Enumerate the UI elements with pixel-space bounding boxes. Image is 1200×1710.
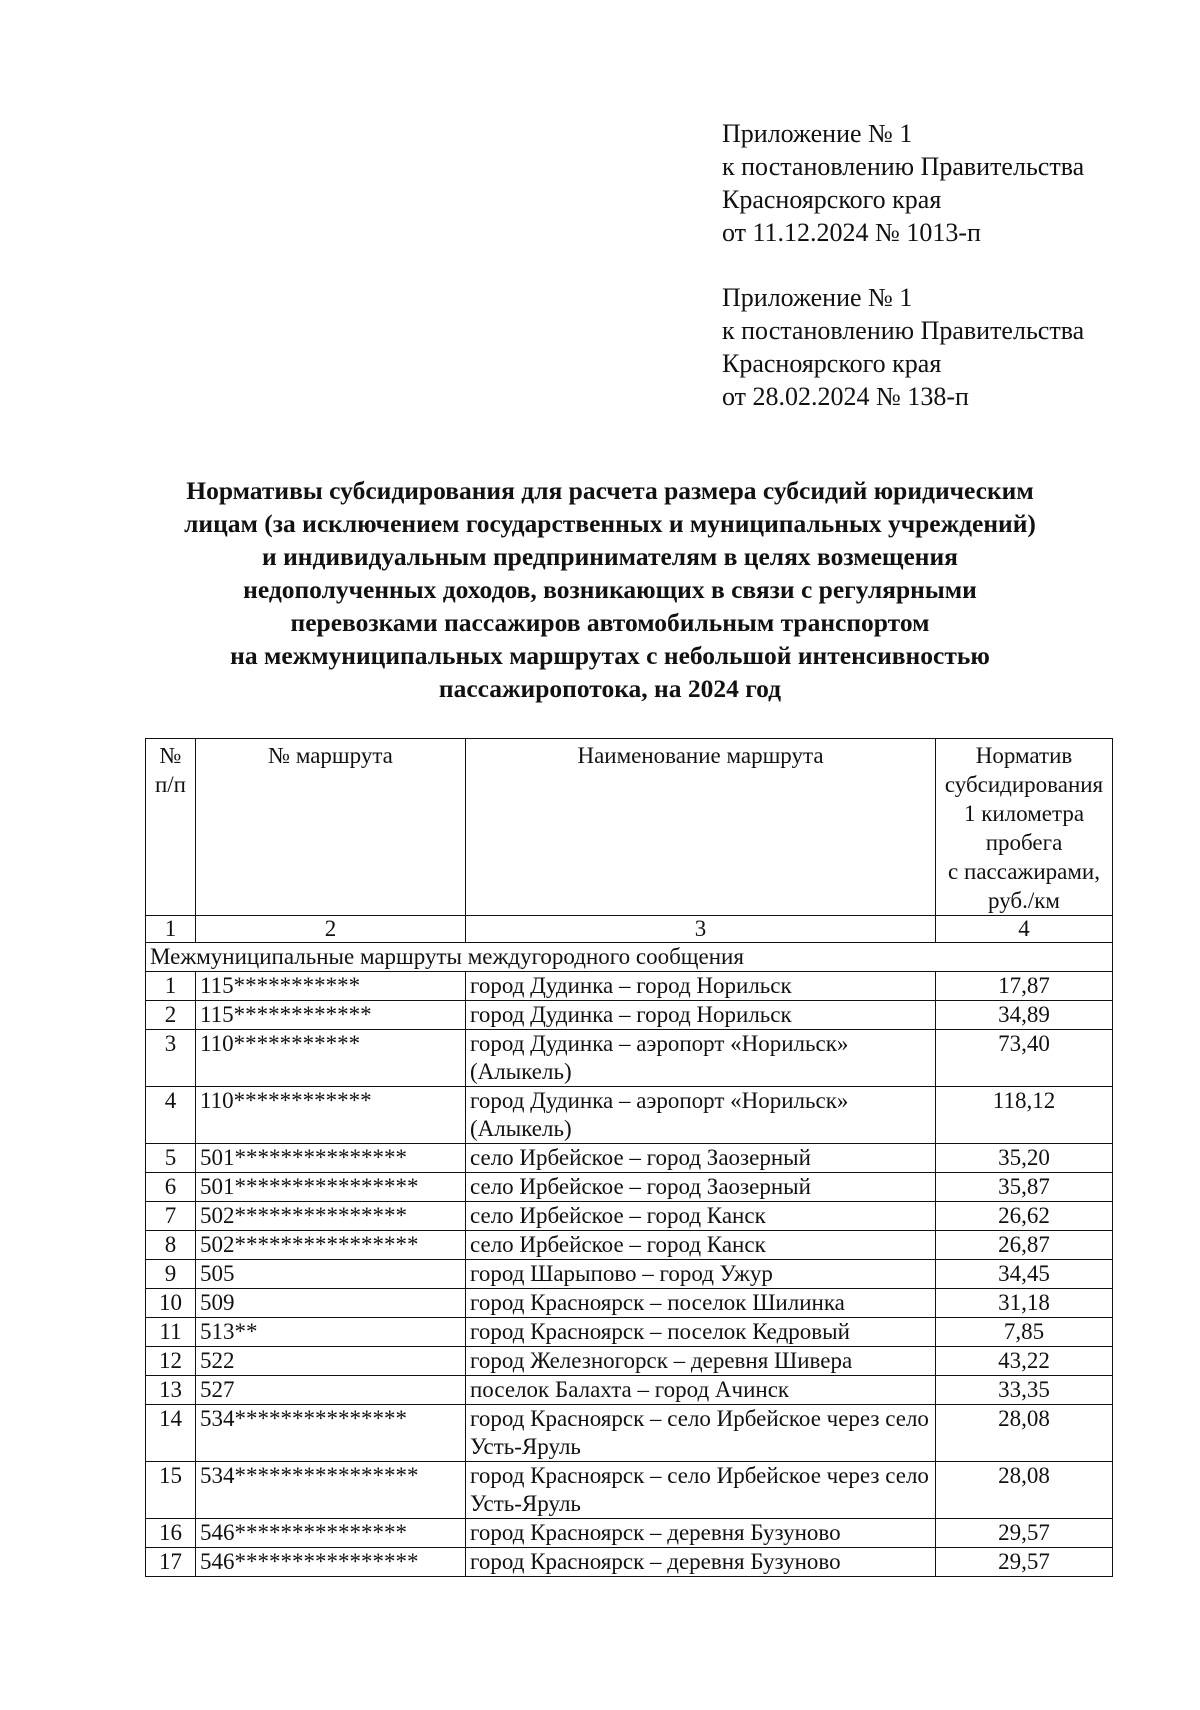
route-name: город Красноярск – поселок Шилинка [466,1289,936,1318]
appendix-line: от 11.12.2024 № 1013-п [722,218,981,247]
column-number: 4 [936,916,1113,943]
table-row [146,1318,1113,1347]
appendix-line: Красноярского края [722,349,942,378]
appendix-header-original [722,281,1084,413]
row-number: 16 [146,1519,196,1548]
route-number: 513** [196,1318,466,1347]
subsidy-norm-value: 43,22 [936,1347,1113,1376]
row-number: 15 [146,1462,196,1519]
route-number: 527 [196,1376,466,1405]
route-name: город Дудинка – аэропорт «Норильск» (Алыкель) [466,1030,936,1087]
appendix-line: от 28.02.2024 № 138-п [722,382,969,411]
title-line: пассажиропотока, на 2024 год [438,674,782,703]
route-number: 546*************** [196,1519,466,1548]
route-name: город Дудинка – город Норильск [466,972,936,1001]
row-number: 14 [146,1405,196,1462]
subsidy-norm-value: 29,57 [936,1548,1113,1577]
table-row [146,1519,1113,1548]
row-number: 13 [146,1376,196,1405]
route-number: 501**************** [196,1173,466,1202]
route-name: город Дудинка – город Норильск [466,1001,936,1030]
title-line: на межмуниципальных маршрутах с небольшой интенсивностью [230,641,990,670]
route-number: 110************ [196,1087,466,1144]
route-name: село Ирбейское – город Канск [466,1202,936,1231]
subsidy-norm-value: 34,89 [936,1001,1113,1030]
column-number: 1 [146,916,196,943]
appendix-line: Красноярского края [722,185,942,214]
document-title [110,474,1110,705]
table-row [146,1289,1113,1318]
subsidy-norm-value: 28,08 [936,1405,1113,1462]
subsidy-norm-value: 118,12 [936,1087,1113,1144]
table-row [146,1144,1113,1173]
appendix-line: Приложение № 1 [722,119,913,148]
table-row [146,1260,1113,1289]
title-line: Нормативы субсидирования для расчета размера субсидий юридическим [186,476,1034,505]
route-name: село Ирбейское – город Заозерный [466,1144,936,1173]
route-name: город Шарыпово – город Ужур [466,1260,936,1289]
row-number: 7 [146,1202,196,1231]
route-name: село Ирбейское – город Канск [466,1231,936,1260]
route-number: 509 [196,1289,466,1318]
table-row [146,1462,1113,1519]
subsidy-norm-value: 26,87 [936,1231,1113,1260]
row-number: 6 [146,1173,196,1202]
route-number: 110*********** [196,1030,466,1087]
subsidy-norm-value: 34,45 [936,1260,1113,1289]
appendix-header-current [722,117,1084,249]
row-number: 3 [146,1030,196,1087]
row-number: 12 [146,1347,196,1376]
title-line: и индивидуальным предпринимателям в целях возмещения [262,542,958,571]
route-number: 546**************** [196,1548,466,1577]
route-number: 534**************** [196,1462,466,1519]
route-number: 502*************** [196,1202,466,1231]
row-number: 1 [146,972,196,1001]
table-row [146,1231,1113,1260]
table-row [146,1001,1113,1030]
route-name: поселок Балахта – город Ачинск [466,1376,936,1405]
route-number: 534*************** [196,1405,466,1462]
header-number: № п/п [146,739,196,916]
subsidy-norm-value: 31,18 [936,1289,1113,1318]
route-number: 115*********** [196,972,466,1001]
route-number: 505 [196,1260,466,1289]
row-number: 11 [146,1318,196,1347]
row-number: 2 [146,1001,196,1030]
title-line: лицам (за исключением государственных и муниципальных учреждений) [184,509,1036,538]
appendix-line: к постановлению Правительства [722,152,1085,181]
appendix-line: Приложение № 1 [722,283,913,312]
column-number: 3 [466,916,936,943]
table-row [146,1030,1113,1087]
table-row [146,1548,1113,1577]
route-name: село Ирбейское – город Заозерный [466,1173,936,1202]
route-number: 522 [196,1347,466,1376]
table-row [146,972,1113,1001]
route-name: город Красноярск – село Ирбейское через село Усть-Яруль [466,1462,936,1519]
route-name: город Красноярск – деревня Бузуново [466,1519,936,1548]
title-line: недополученных доходов, возникающих в связи с регулярными [243,575,977,604]
row-number: 5 [146,1144,196,1173]
header-subsidy-norm: Норматив субсидирования 1 километра пробега с пассажирами, руб./км [936,739,1113,916]
route-number: 501*************** [196,1144,466,1173]
row-number: 9 [146,1260,196,1289]
row-number: 8 [146,1231,196,1260]
route-name: город Дудинка – аэропорт «Норильск» (Алыкель) [466,1087,936,1144]
route-name: город Красноярск – деревня Бузуново [466,1548,936,1577]
subsidy-norm-value: 35,87 [936,1173,1113,1202]
title-line: перевозками пассажиров автомобильным транспортом [290,608,930,637]
section-title: Межмуниципальные маршруты междугородного сообщения [146,943,1113,972]
table-row [146,1202,1113,1231]
table-row [146,1376,1113,1405]
column-number: 2 [196,916,466,943]
route-name: город Железногорск – деревня Шивера [466,1347,936,1376]
subsidy-norm-value: 26,62 [936,1202,1113,1231]
subsidy-norm-value: 29,57 [936,1519,1113,1548]
table-row [146,1405,1113,1462]
subsidy-norm-value: 17,87 [936,972,1113,1001]
route-name: город Красноярск – село Ирбейское через село Усть-Яруль [466,1405,936,1462]
row-number: 10 [146,1289,196,1318]
subsidy-norms-table [145,738,1113,1577]
route-number: 115************ [196,1001,466,1030]
table-row [146,1347,1113,1376]
table-row [146,1173,1113,1202]
subsidy-norm-value: 35,20 [936,1144,1113,1173]
route-number: 502**************** [196,1231,466,1260]
subsidy-norm-value: 73,40 [936,1030,1113,1087]
table-header-row [146,739,1113,916]
column-number-row [146,916,1113,943]
subsidy-norm-value: 28,08 [936,1462,1113,1519]
appendix-line: к постановлению Правительства [722,316,1085,345]
header-route-name: Наименование маршрута [466,739,936,916]
section-row [146,943,1113,972]
route-name: город Красноярск – поселок Кедровый [466,1318,936,1347]
table-row [146,1087,1113,1144]
subsidy-norm-value: 7,85 [936,1318,1113,1347]
row-number: 4 [146,1087,196,1144]
header-route-number: № маршрута [196,739,466,916]
row-number: 17 [146,1548,196,1577]
subsidy-norm-value: 33,35 [936,1376,1113,1405]
